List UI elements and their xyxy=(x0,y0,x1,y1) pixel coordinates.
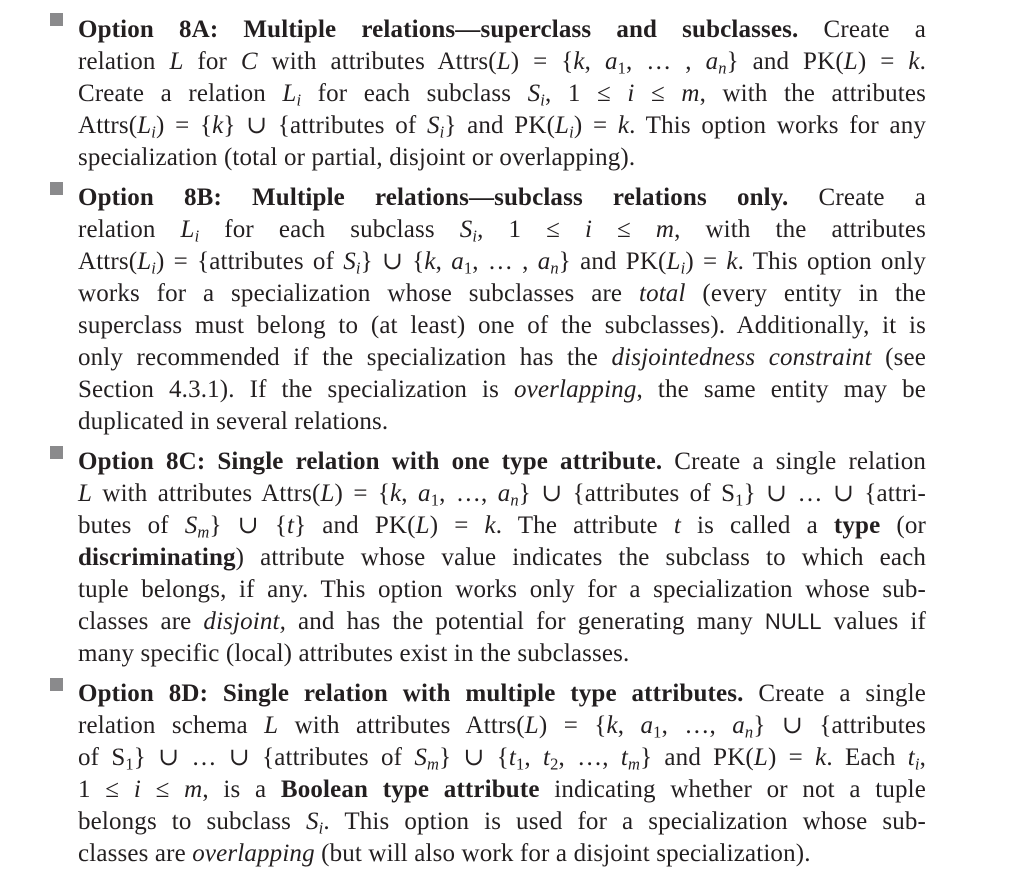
option-8c-intro: Create a single relation xyxy=(674,448,926,475)
option-8d-title: Option 8D: Single relation with multiple type attributes. xyxy=(78,680,744,707)
option-8b-line-6: only recommended if the specialization has the disjointedness constraint (see xyxy=(78,344,926,371)
option-8d-line-2: relation schema L with attributes Attrs(L) = {k, $a_1$, …, $a_n$} ∪ {attributes xyxy=(78,712,926,742)
option-8a-line-4: $Attrs(L_i) = \{k\}$ ∪ {attributes of $S_i$} and $PK(L_i) = k$. This option works for any xyxy=(78,112,926,142)
option-8a-line-1 xyxy=(78,14,926,46)
option-8b-line-5: superclass must belong to (at least) one of the subclasses). Additionally, it is xyxy=(78,312,926,339)
option-8c-line-6: classes are disjoint, and has the potential for generating many NULL values if xyxy=(78,608,926,635)
bullet-icon xyxy=(50,182,63,195)
option-8a-title: Option 8A: Multiple relations—superclass and subclasses. xyxy=(78,16,799,43)
option-8b-line-1 xyxy=(78,182,926,214)
option-8c-line-4: discriminating) attribute whose value indicates the subclass to which each xyxy=(78,544,926,571)
option-8b-title: Option 8B: Multiple relations—subclass relations only. xyxy=(78,184,789,211)
option-8b-line-2: relation $L_i$ for each subclass $S_i$, 1 ≤ i ≤ m, with the attributes xyxy=(78,216,926,246)
option-8a-intro: Create a xyxy=(823,16,926,43)
option-8d-line-3: of $S_1$} ∪ … ∪ {attributes of $S_m$} ∪ {$t_1$, $t_2$, …, $t_m$} and PK(L) = k. Each $t_i$, xyxy=(78,744,926,774)
option-8c-line-1 xyxy=(78,446,926,478)
bullet-icon xyxy=(50,678,63,691)
option-8b-intro: Create a xyxy=(818,184,927,211)
option-8d-line-1 xyxy=(78,678,926,710)
option-8d-line-4: 1 ≤ i ≤ m, is a Boolean type attribute indicating whether or not a tuple xyxy=(78,776,927,803)
option-8b-line-4: works for a specialization whose subclasses are total (every entity in the xyxy=(78,280,926,307)
option-8b-line-3: $Attrs(L_i)$ = {attributes of $S_i$} ∪ {k, $a_1$, … , $a_n$} and $PK(L_i) = k$. This option only xyxy=(78,248,926,278)
option-8b-line-8: duplicated in several relations. xyxy=(78,408,389,435)
bullet-icon xyxy=(50,13,63,26)
option-8c-line-3: butes of $S_m$} ∪ {t} and PK(L) = k. The attribute t is called a type (or xyxy=(78,512,927,542)
option-8a-line-2: relation L for C with attributes Attrs(L) = {k, $a_1$, … , $a_n$} and PK(L) = k. xyxy=(78,48,926,78)
option-8b-line-7: Section 4.3.1). If the specialization is overlapping, the same entity may be xyxy=(78,376,926,403)
option-8c-line-7: many specific (local) attributes exist in the subclasses. xyxy=(78,640,630,667)
bullet-icon xyxy=(50,446,63,459)
option-8c-title: Option 8C: Single relation with one type attribute. xyxy=(78,448,663,475)
option-8d-line-5: belongs to subclass $S_i$. This option is used for a specialization whose sub- xyxy=(78,808,926,838)
option-8d-line-6: classes are overlapping (but will also work for a disjoint specialization). xyxy=(78,840,811,867)
option-8a-line-5: specialization (total or partial, disjoint or overlapping). xyxy=(78,144,636,171)
option-8c-line-2: L with attributes Attrs(L) = {k, $a_1$, …, $a_n$} ∪ {attributes of $S_1$} ∪ … ∪ {attri- xyxy=(78,480,926,510)
option-8a-line-3: Create a relation $L_i$ for each subclass $S_i$, 1 ≤ i ≤ m, with the attributes xyxy=(78,80,926,110)
option-8d-intro: Create a single xyxy=(758,680,926,707)
option-8c-line-5: tuple belongs, if any. This option works only for a specialization whose sub- xyxy=(78,576,926,603)
